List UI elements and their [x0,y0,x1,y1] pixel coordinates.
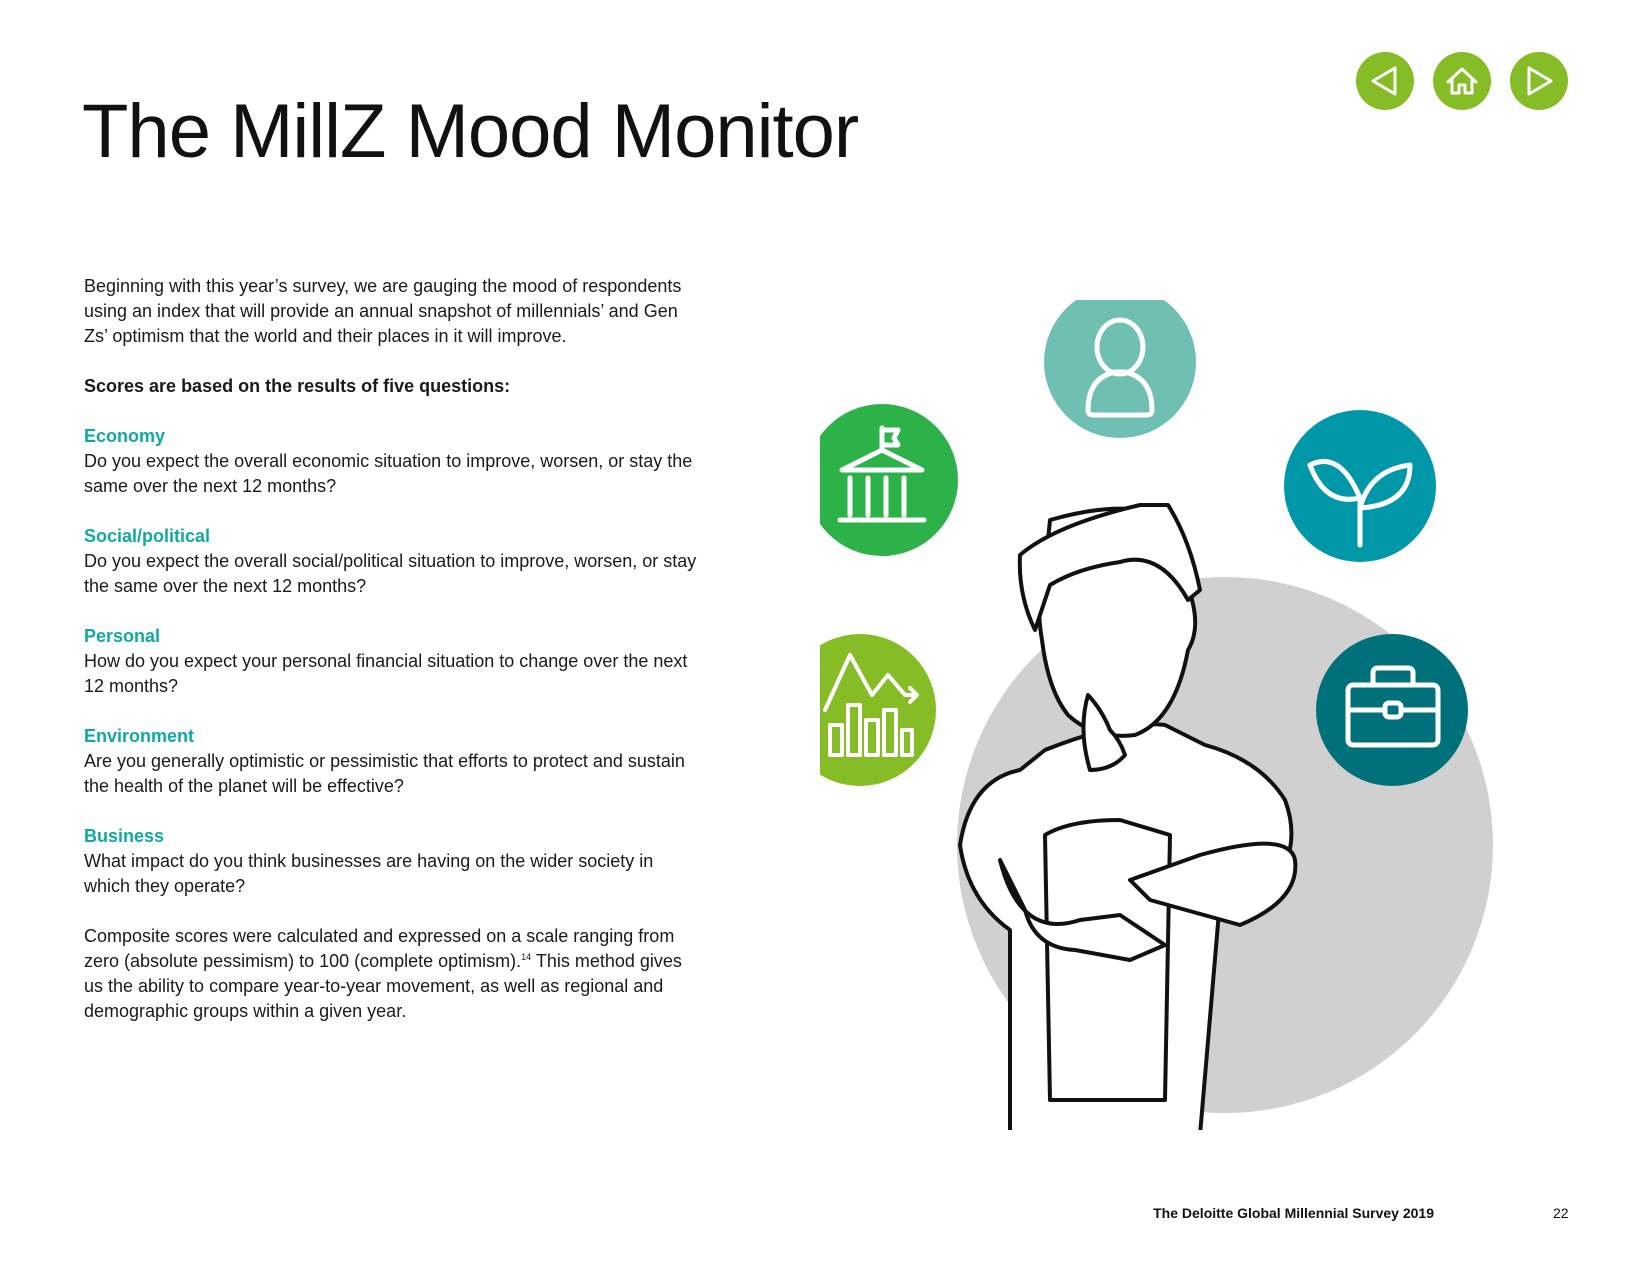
composite-text-end: This method gives us the ability to compare year-to-year movement, as well as regional and demographic groups within a given year. [84,951,682,1021]
question-title: Environment [84,726,195,746]
questions-lead: Scores are based on the results of five questions: [84,376,511,396]
question-text: Do you expect the overall economic situation to improve, worsen, or stay the same over the next 12 months? [84,451,693,496]
question-title: Business [84,826,165,846]
previous-arrow-icon [1356,52,1414,110]
building-bubble [820,404,958,556]
question-text: Are you generally optimistic or pessimistic that efforts to protect and sustain the health of the planet will be effective? [84,751,685,796]
next-arrow-icon [1510,52,1568,110]
intro-paragraph: Beginning with this year’s survey, we are gauging the mood of respondents using an index that will provide an annual snapshot of millennials’ and Gen Zs’ optimism that the world and their places in it will improve. [84,276,682,346]
composite-text-start: Composite scores were calculated and expressed on a scale ranging from zero (absolute pessimism) to 100 (complete optimism). [84,926,675,971]
home-button[interactable] [1433,52,1491,110]
body-text [84,274,704,1024]
thinking-person-illustration [820,300,1540,1130]
question-title: Social/political [84,526,211,546]
question-title: Personal [84,626,161,646]
nav-buttons [1356,52,1568,110]
page-number: 22 [1553,1205,1569,1221]
briefcase-bubble [1316,634,1468,786]
question-text: How do you expect your personal financial situation to change over the next 12 months? [84,651,688,696]
question-personal [84,624,704,699]
question-title: Economy [84,426,166,446]
person-bubble [1044,300,1196,438]
home-icon [1433,52,1491,110]
question-environment [84,724,704,799]
next-page-button[interactable] [1510,52,1568,110]
question-economy [84,424,704,499]
question-text: What impact do you think businesses are having on the wider society in which they operate? [84,851,654,896]
footnote-ref: 14 [521,952,532,962]
previous-page-button[interactable] [1356,52,1414,110]
question-social-political [84,524,704,599]
question-business [84,824,704,899]
plant-bubble [1284,410,1436,562]
page-title: The MillZ Mood Monitor [82,89,859,174]
composite-paragraph [84,924,704,1024]
question-text: Do you expect the overall social/political situation to improve, worsen, or stay the same over the next 12 months? [84,551,697,596]
footer-title: The Deloitte Global Millennial Survey 2019 [1153,1205,1434,1221]
chart-bubble [820,634,936,786]
